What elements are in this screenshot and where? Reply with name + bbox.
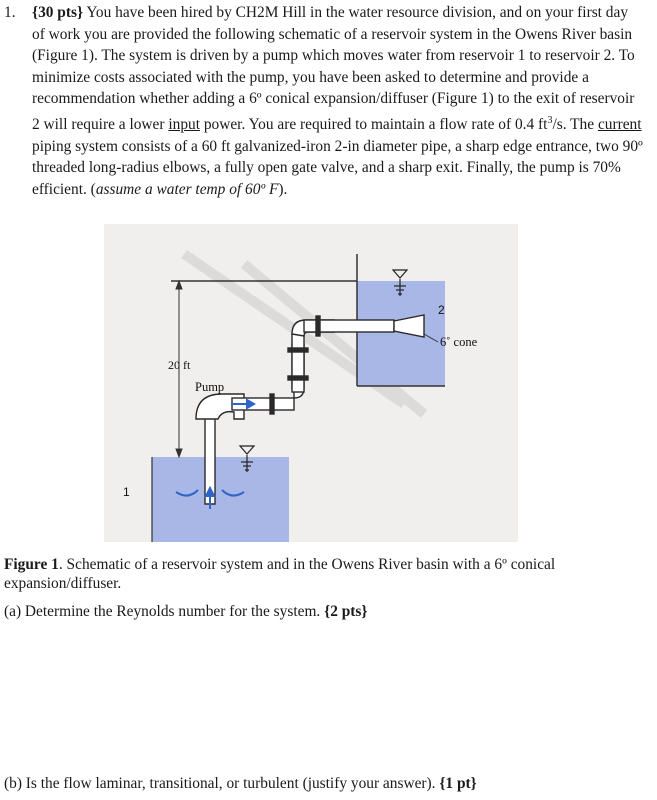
question-a-text: (a) Determine the Reynolds number for the system.	[4, 603, 325, 620]
underlined-current: current	[597, 116, 642, 134]
caption-label: Figure 1	[4, 556, 59, 573]
superscript-3: 3	[547, 114, 553, 126]
schematic-svg	[104, 224, 518, 542]
caption-text: . Schematic of a reservoir system and in the Owens River basin with a 6º conical expansion/diffuser.	[4, 556, 556, 592]
problem-text-1: You have been hired by CH2M Hill in the water resource division, and on your first day of work you are provided the following schematic of a reservoir system in the Owens River basin (Figure 1). The system is driven by a pump which moves water from reservoir 1 to reservoir 2. To minimize costs associated with the pump, you have been asked to determine and provide a recommendation whether adding a 6º conical expansion/diffuser (Figure 1) to the exit of reservoir 2 will require a lower	[32, 4, 635, 134]
problem-points: {30 pts}	[32, 4, 84, 21]
label-pump: Pump	[195, 380, 225, 394]
label-height: 20 ft	[168, 358, 191, 372]
question-b-text: (b) Is the flow laminar, transitional, or turbulent (justify your answer).	[4, 775, 440, 792]
problem-text-5: ).	[278, 180, 288, 198]
question-b	[4, 775, 477, 793]
problem-number: 1.	[4, 4, 16, 21]
question-a-points: {2 pts}	[324, 603, 368, 620]
question-a	[4, 603, 367, 621]
label-reservoir-2: 2	[438, 303, 445, 317]
problem-text-4: piping system consists of a 60 ft galvanized-iron 2-in diameter pipe, a sharp edge entrance, two 90º threaded long-radius elbows, a fully open gate valve, and a sharp exit. Finally, the pump is 70% efficient. (	[32, 137, 643, 198]
problem-body	[32, 2, 644, 200]
problem-text-3: /s. The	[552, 116, 598, 134]
figure-caption	[4, 555, 644, 593]
label-cone: 6˚ cone	[440, 335, 478, 349]
figure-schematic	[104, 224, 518, 542]
problem-statement	[4, 2, 644, 200]
assumption-text: assume a water temp of 60º F	[95, 180, 279, 198]
underlined-input: input	[168, 116, 200, 134]
reservoir-2-water	[357, 281, 445, 386]
problem-text-2: power. You are required to maintain a flow rate of 0.4 ft	[199, 116, 548, 134]
reservoir-1-water	[152, 457, 289, 542]
question-b-points: {1 pt}	[439, 775, 477, 792]
label-reservoir-1: 1	[123, 485, 130, 499]
